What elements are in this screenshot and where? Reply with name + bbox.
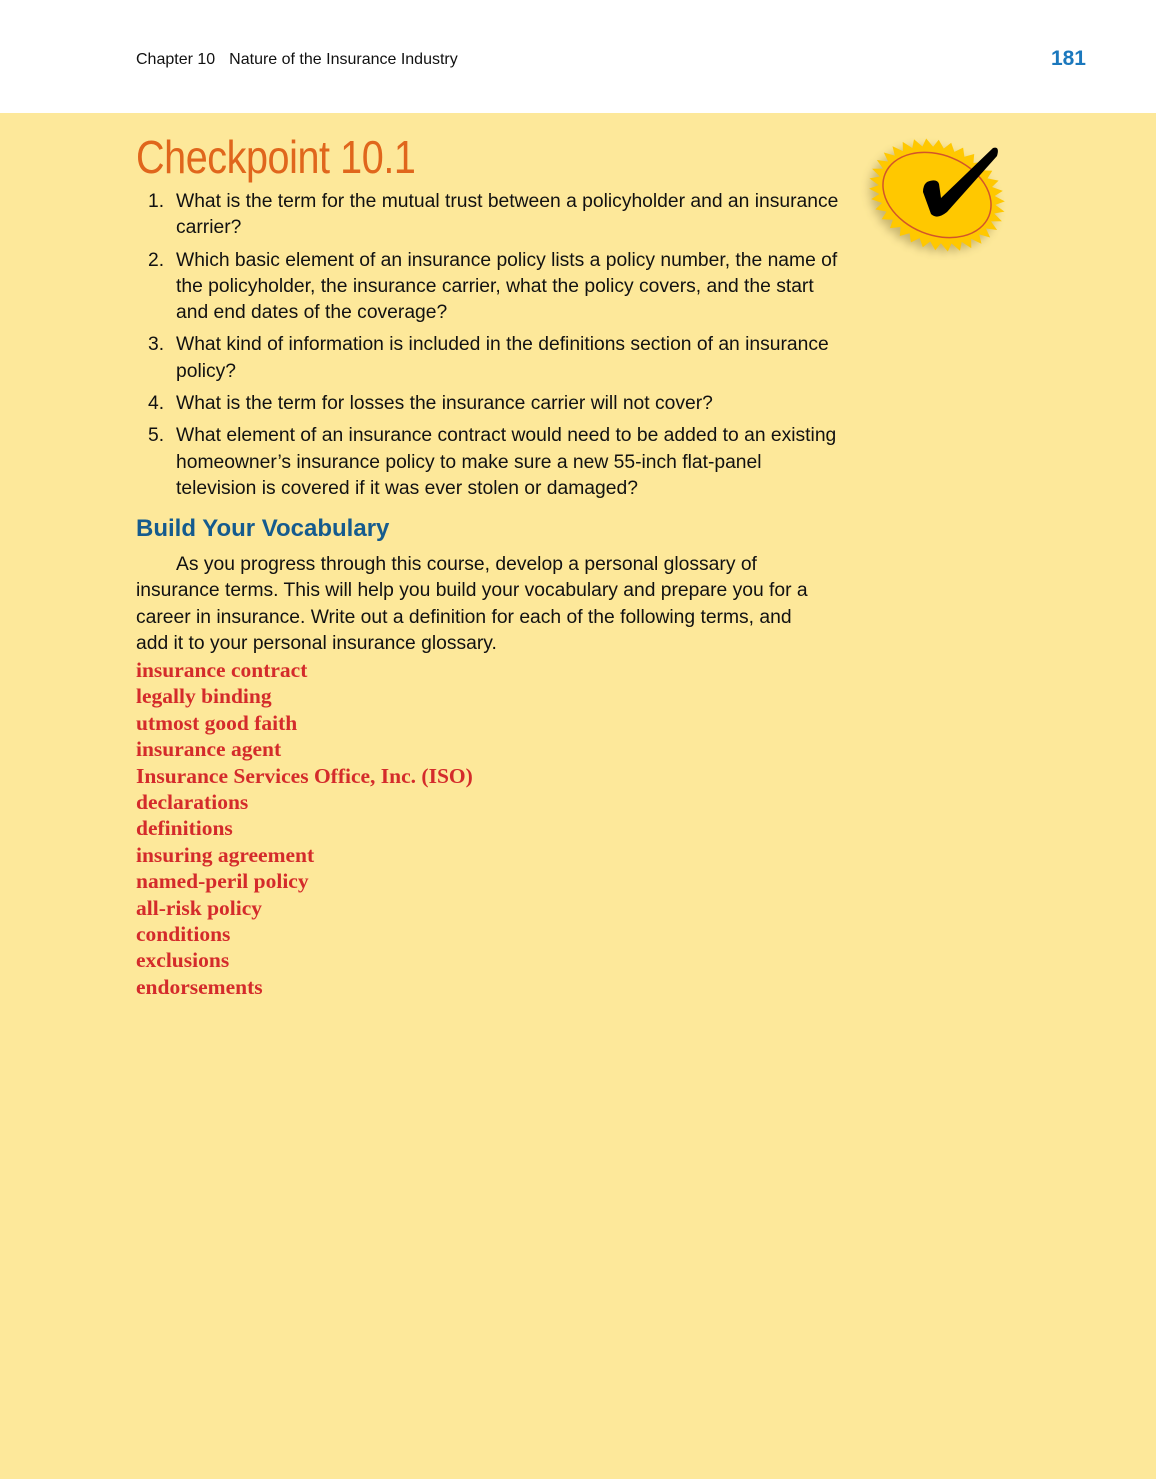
question-item: [136, 189, 846, 242]
question-text: Which basic element of an insurance policy lists a policy number, the name of the policyholder, the insurance carrier, what the policy covers, and the start and end dates of the coverage?: [176, 249, 838, 324]
question-text: What is the term for losses the insurance carrier will not cover?: [176, 393, 713, 415]
vocab-term: exclusions: [136, 948, 230, 973]
checkpoint-title: Checkpoint 10.1: [136, 131, 416, 183]
vocab-term: named-peril policy: [136, 869, 309, 894]
vocab-term: declarations: [136, 790, 249, 815]
vocab-term: conditions: [136, 922, 231, 947]
question-text: What element of an insurance contract would need to be added to an existing homeowner’s insurance policy to make sure a new 55-inch flat-panel television is covered if it was ever stolen or damaged?: [176, 425, 837, 499]
question-number: 3.: [148, 334, 165, 356]
question-text: What kind of information is included in the definitions section of an insurance policy?: [176, 334, 829, 382]
vocabulary-terms: [136, 657, 473, 1000]
question-item: [136, 248, 846, 327]
chapter-title: Nature of the Insurance Industry: [229, 51, 458, 68]
question-number: 2.: [148, 249, 165, 271]
vocab-term: all-risk policy: [136, 895, 263, 920]
vocab-term: insurance agent: [136, 737, 282, 762]
vocabulary-intro: As you progress through this course, develop a personal glossary of insurance terms. This will help you build your vocabulary and prepare you for a career in insurance. Write out a definition for each of the following terms, and add it to your personal insurance glossary.: [136, 554, 808, 654]
page-header: [0, 0, 1156, 113]
question-number: 1.: [148, 191, 165, 212]
vocab-term: Insurance Services Office, Inc. (ISO): [136, 763, 473, 788]
question-text: What is the term for the mutual trust between a policyholder and an insurance carrier?: [176, 191, 839, 239]
question-item: [136, 332, 846, 385]
vocab-term: utmost good faith: [136, 710, 298, 735]
running-head: [136, 51, 458, 69]
question-item: [136, 423, 846, 502]
vocab-term: insuring agreement: [136, 842, 315, 867]
checkpoint-questions: [136, 189, 846, 508]
vocab-term: endorsements: [136, 974, 263, 999]
vocab-term: legally binding: [136, 684, 272, 709]
question-number: 5.: [148, 425, 165, 447]
vocab-term: insurance contract: [136, 658, 308, 682]
question-item: [136, 391, 846, 417]
vocabulary-heading: Build Your Vocabulary: [136, 515, 390, 542]
chapter-label: Chapter 10: [136, 51, 216, 68]
question-number: 4.: [148, 393, 165, 415]
page-number: 181: [1050, 47, 1086, 70]
vocab-term: definitions: [136, 816, 233, 841]
checkmark-starburst-icon: [855, 130, 1020, 260]
